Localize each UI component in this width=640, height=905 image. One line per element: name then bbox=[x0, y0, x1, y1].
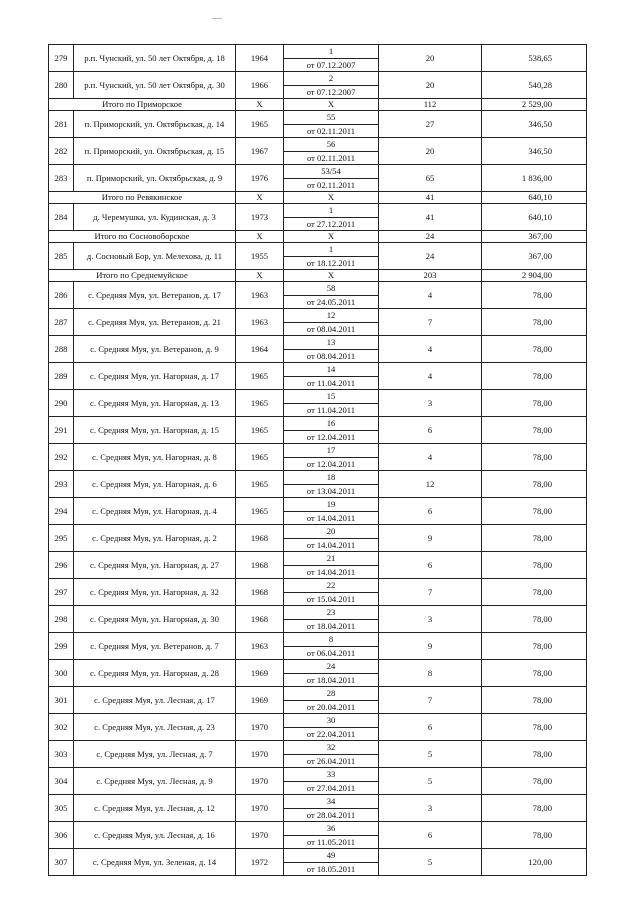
row-amount: 78,00 bbox=[482, 822, 587, 849]
row-count: 3 bbox=[379, 795, 482, 822]
document-date: от 28.04.2011 bbox=[306, 810, 356, 820]
row-number: 295 bbox=[49, 525, 74, 552]
table-row bbox=[49, 309, 587, 336]
subtotal-row bbox=[49, 231, 587, 243]
document-number: 23 bbox=[284, 606, 378, 620]
document-number: 56 bbox=[284, 138, 378, 152]
row-year: 1970 bbox=[236, 768, 284, 795]
row-document bbox=[284, 204, 379, 231]
document-number: 36 bbox=[284, 822, 378, 836]
document-date: от 02.11.2011 bbox=[306, 153, 356, 163]
table-row bbox=[49, 795, 587, 822]
row-count: 12 bbox=[379, 471, 482, 498]
row-number: 307 bbox=[49, 849, 74, 876]
row-year: 1970 bbox=[236, 795, 284, 822]
document-number: 17 bbox=[284, 444, 378, 458]
row-amount: 78,00 bbox=[482, 687, 587, 714]
row-number: 293 bbox=[49, 471, 74, 498]
subtotal-row bbox=[49, 192, 587, 204]
row-year: 1965 bbox=[236, 417, 284, 444]
row-amount: 78,00 bbox=[482, 795, 587, 822]
document-number: 22 bbox=[284, 579, 378, 593]
row-count: 3 bbox=[379, 390, 482, 417]
row-count: 4 bbox=[379, 336, 482, 363]
document-number: 24 bbox=[284, 660, 378, 674]
row-document bbox=[284, 309, 379, 336]
row-amount: 78,00 bbox=[482, 579, 587, 606]
table-body bbox=[49, 45, 587, 876]
row-count: 5 bbox=[379, 849, 482, 876]
row-number: 292 bbox=[49, 444, 74, 471]
table-row bbox=[49, 165, 587, 192]
document-date: от 06.04.2011 bbox=[306, 648, 356, 658]
row-amount: 78,00 bbox=[482, 498, 587, 525]
row-count: 4 bbox=[379, 282, 482, 309]
document-number: 1 bbox=[284, 45, 378, 59]
row-number: 305 bbox=[49, 795, 74, 822]
table-row bbox=[49, 444, 587, 471]
table-row bbox=[49, 138, 587, 165]
document-date: от 08.04.2011 bbox=[306, 324, 356, 334]
document-number: 19 bbox=[284, 498, 378, 512]
document-date: от 26.04.2011 bbox=[306, 756, 356, 766]
row-document bbox=[284, 795, 379, 822]
table-row bbox=[49, 471, 587, 498]
row-year: 1967 bbox=[236, 138, 284, 165]
row-address: с. Средняя Муя, ул. Нагорная, д. 32 bbox=[74, 579, 236, 606]
document-date: от 12.04.2011 bbox=[306, 459, 356, 469]
row-year: 1963 bbox=[236, 309, 284, 336]
subtotal-year: X bbox=[236, 192, 284, 204]
document-number: 12 bbox=[284, 309, 378, 323]
row-amount: 78,00 bbox=[482, 471, 587, 498]
row-document bbox=[284, 165, 379, 192]
document-date: от 15.04.2011 bbox=[306, 594, 356, 604]
table-row bbox=[49, 579, 587, 606]
row-document bbox=[284, 363, 379, 390]
document-date: от 24.05.2011 bbox=[306, 297, 356, 307]
document-date: от 27.12.2011 bbox=[306, 219, 356, 229]
row-document bbox=[284, 417, 379, 444]
row-count: 65 bbox=[379, 165, 482, 192]
table-row bbox=[49, 336, 587, 363]
document-number: 2 bbox=[284, 72, 378, 86]
table-row bbox=[49, 363, 587, 390]
row-number: 288 bbox=[49, 336, 74, 363]
row-year: 1968 bbox=[236, 606, 284, 633]
document-date: от 18.04.2011 bbox=[306, 675, 356, 685]
row-document bbox=[284, 822, 379, 849]
document-number: 21 bbox=[284, 552, 378, 566]
row-address: п. Приморский, ул. Октябрьская, д. 15 bbox=[74, 138, 236, 165]
subtotal-count: 41 bbox=[379, 192, 482, 204]
subtotal-label: Итого по Среднемуйское bbox=[49, 270, 236, 282]
table-row bbox=[49, 687, 587, 714]
document-date: от 20.04.2011 bbox=[306, 702, 356, 712]
row-count: 4 bbox=[379, 444, 482, 471]
row-number: 290 bbox=[49, 390, 74, 417]
row-year: 1965 bbox=[236, 111, 284, 138]
row-count: 8 bbox=[379, 660, 482, 687]
row-amount: 640,10 bbox=[482, 204, 587, 231]
row-amount: 346,50 bbox=[482, 111, 587, 138]
document-date: от 22.04.2011 bbox=[306, 729, 356, 739]
row-number: 306 bbox=[49, 822, 74, 849]
subtotal-count: 24 bbox=[379, 231, 482, 243]
row-document bbox=[284, 444, 379, 471]
scan-speck bbox=[212, 18, 222, 19]
row-document bbox=[284, 552, 379, 579]
row-document bbox=[284, 498, 379, 525]
row-count: 6 bbox=[379, 498, 482, 525]
table-row bbox=[49, 390, 587, 417]
subtotal-amount: 640,10 bbox=[482, 192, 587, 204]
document-date: от 18.12.2011 bbox=[306, 258, 356, 268]
row-count: 20 bbox=[379, 72, 482, 99]
row-address: с. Средняя Муя, ул. Нагорная, д. 15 bbox=[74, 417, 236, 444]
row-address: с. Средняя Муя, ул. Нагорная, д. 6 bbox=[74, 471, 236, 498]
row-address: с. Средняя Муя, ул. Ветеранов, д. 17 bbox=[74, 282, 236, 309]
row-amount: 78,00 bbox=[482, 363, 587, 390]
row-document bbox=[284, 687, 379, 714]
table-row bbox=[49, 552, 587, 579]
row-document bbox=[284, 138, 379, 165]
row-number: 299 bbox=[49, 633, 74, 660]
subtotal-doc: X bbox=[284, 192, 379, 204]
row-document bbox=[284, 525, 379, 552]
row-number: 282 bbox=[49, 138, 74, 165]
subtotal-amount: 2 529,00 bbox=[482, 99, 587, 111]
row-year: 1968 bbox=[236, 579, 284, 606]
subtotal-amount: 2 904,00 bbox=[482, 270, 587, 282]
row-year: 1976 bbox=[236, 165, 284, 192]
table-row bbox=[49, 243, 587, 270]
row-amount: 78,00 bbox=[482, 525, 587, 552]
table-row bbox=[49, 204, 587, 231]
row-number: 279 bbox=[49, 45, 74, 72]
document-date: от 14.04.2011 bbox=[306, 513, 356, 523]
row-number: 289 bbox=[49, 363, 74, 390]
row-amount: 346,50 bbox=[482, 138, 587, 165]
row-amount: 78,00 bbox=[482, 417, 587, 444]
row-year: 1965 bbox=[236, 390, 284, 417]
subtotal-doc: X bbox=[284, 99, 379, 111]
row-amount: 78,00 bbox=[482, 633, 587, 660]
row-document bbox=[284, 660, 379, 687]
row-year: 1972 bbox=[236, 849, 284, 876]
document-number: 18 bbox=[284, 471, 378, 485]
document-number: 16 bbox=[284, 417, 378, 431]
row-address: с. Средняя Муя, ул. Нагорная, д. 30 bbox=[74, 606, 236, 633]
row-number: 300 bbox=[49, 660, 74, 687]
row-address: с. Средняя Муя, ул. Лесная, д. 16 bbox=[74, 822, 236, 849]
row-document bbox=[284, 633, 379, 660]
document-date: от 11.04.2011 bbox=[306, 405, 356, 415]
row-number: 284 bbox=[49, 204, 74, 231]
row-year: 1964 bbox=[236, 45, 284, 72]
row-address: с. Средняя Муя, ул. Ветеранов, д. 7 bbox=[74, 633, 236, 660]
document-number: 1 bbox=[284, 243, 378, 257]
row-document bbox=[284, 336, 379, 363]
row-amount: 78,00 bbox=[482, 714, 587, 741]
row-number: 301 bbox=[49, 687, 74, 714]
row-number: 280 bbox=[49, 72, 74, 99]
row-amount: 538,65 bbox=[482, 45, 587, 72]
row-address: с. Средняя Муя, ул. Ветеранов, д. 21 bbox=[74, 309, 236, 336]
document-number: 20 bbox=[284, 525, 378, 539]
row-year: 1965 bbox=[236, 444, 284, 471]
row-address: с. Средняя Муя, ул. Лесная, д. 9 bbox=[74, 768, 236, 795]
row-address: с. Средняя Муя, ул. Нагорная, д. 4 bbox=[74, 498, 236, 525]
row-number: 298 bbox=[49, 606, 74, 633]
row-amount: 78,00 bbox=[482, 741, 587, 768]
row-count: 6 bbox=[379, 714, 482, 741]
row-amount: 1 836,00 bbox=[482, 165, 587, 192]
row-amount: 78,00 bbox=[482, 660, 587, 687]
row-count: 3 bbox=[379, 606, 482, 633]
row-year: 1970 bbox=[236, 714, 284, 741]
row-address: п. Приморский, ул. Октябрьская, д. 14 bbox=[74, 111, 236, 138]
row-year: 1965 bbox=[236, 363, 284, 390]
row-document bbox=[284, 72, 379, 99]
row-count: 6 bbox=[379, 417, 482, 444]
row-number: 283 bbox=[49, 165, 74, 192]
row-address: с. Средняя Муя, ул. Нагорная, д. 28 bbox=[74, 660, 236, 687]
document-date: от 14.04.2011 bbox=[306, 567, 356, 577]
table-row bbox=[49, 111, 587, 138]
row-document bbox=[284, 111, 379, 138]
document-date: от 18.04.2011 bbox=[306, 621, 356, 631]
row-number: 286 bbox=[49, 282, 74, 309]
table-row bbox=[49, 606, 587, 633]
document-number: 13 bbox=[284, 336, 378, 350]
document-number: 33 bbox=[284, 768, 378, 782]
document-number: 15 bbox=[284, 390, 378, 404]
housing-registry-table bbox=[48, 44, 587, 876]
row-document bbox=[284, 45, 379, 72]
row-number: 302 bbox=[49, 714, 74, 741]
document-number: 49 bbox=[284, 849, 378, 863]
document-number: 14 bbox=[284, 363, 378, 377]
row-count: 6 bbox=[379, 552, 482, 579]
row-amount: 78,00 bbox=[482, 606, 587, 633]
row-number: 303 bbox=[49, 741, 74, 768]
row-address: с. Средняя Муя, ул. Лесная, д. 7 bbox=[74, 741, 236, 768]
subtotal-count: 203 bbox=[379, 270, 482, 282]
table-row bbox=[49, 822, 587, 849]
row-document bbox=[284, 741, 379, 768]
row-amount: 78,00 bbox=[482, 768, 587, 795]
row-count: 7 bbox=[379, 309, 482, 336]
row-document bbox=[284, 471, 379, 498]
row-count: 6 bbox=[379, 822, 482, 849]
row-amount: 540,28 bbox=[482, 72, 587, 99]
document-number: 53/54 bbox=[284, 165, 378, 179]
row-count: 7 bbox=[379, 687, 482, 714]
row-address: д. Сосновый Бор, ул. Мелехова, д. 11 bbox=[74, 243, 236, 270]
table-row bbox=[49, 417, 587, 444]
row-amount: 120,00 bbox=[482, 849, 587, 876]
subtotal-doc: X bbox=[284, 270, 379, 282]
row-number: 294 bbox=[49, 498, 74, 525]
row-document bbox=[284, 579, 379, 606]
row-year: 1970 bbox=[236, 741, 284, 768]
row-number: 296 bbox=[49, 552, 74, 579]
table-row bbox=[49, 741, 587, 768]
row-address: д. Черемушка, ул. Кудинская, д. 3 bbox=[74, 204, 236, 231]
document-date: от 02.11.2011 bbox=[306, 126, 356, 136]
row-document bbox=[284, 606, 379, 633]
row-address: с. Средняя Муя, ул. Нагорная, д. 2 bbox=[74, 525, 236, 552]
document-number: 32 bbox=[284, 741, 378, 755]
table-row bbox=[49, 525, 587, 552]
row-year: 1969 bbox=[236, 687, 284, 714]
row-document bbox=[284, 390, 379, 417]
row-address: с. Средняя Муя, ул. Зеленая, д. 14 bbox=[74, 849, 236, 876]
row-count: 20 bbox=[379, 138, 482, 165]
row-count: 24 bbox=[379, 243, 482, 270]
document-number: 28 bbox=[284, 687, 378, 701]
row-document bbox=[284, 849, 379, 876]
document-date: от 14.04.2011 bbox=[306, 540, 356, 550]
table-row bbox=[49, 633, 587, 660]
subtotal-label: Итого по Ревякинское bbox=[49, 192, 236, 204]
document-number: 30 bbox=[284, 714, 378, 728]
row-count: 5 bbox=[379, 768, 482, 795]
subtotal-year: X bbox=[236, 231, 284, 243]
row-year: 1963 bbox=[236, 633, 284, 660]
subtotal-row bbox=[49, 99, 587, 111]
row-number: 287 bbox=[49, 309, 74, 336]
row-document bbox=[284, 282, 379, 309]
row-document bbox=[284, 768, 379, 795]
row-year: 1970 bbox=[236, 822, 284, 849]
document-date: от 08.04.2011 bbox=[306, 351, 356, 361]
row-year: 1968 bbox=[236, 525, 284, 552]
table-row bbox=[49, 849, 587, 876]
subtotal-label: Итого по Приморское bbox=[49, 99, 236, 111]
row-address: с. Средняя Муя, ул. Нагорная, д. 8 bbox=[74, 444, 236, 471]
row-amount: 78,00 bbox=[482, 552, 587, 579]
document-date: от 13.04.2011 bbox=[306, 486, 356, 496]
row-document bbox=[284, 243, 379, 270]
subtotal-amount: 367,00 bbox=[482, 231, 587, 243]
row-year: 1973 bbox=[236, 204, 284, 231]
document-date: от 11.04.2011 bbox=[306, 378, 356, 388]
document-date: от 12.04.2011 bbox=[306, 432, 356, 442]
row-number: 285 bbox=[49, 243, 74, 270]
row-count: 5 bbox=[379, 741, 482, 768]
row-amount: 78,00 bbox=[482, 309, 587, 336]
row-address: с. Средняя Муя, ул. Лесная, д. 12 bbox=[74, 795, 236, 822]
subtotal-label: Итого по Сосновоборское bbox=[49, 231, 236, 243]
row-year: 1969 bbox=[236, 660, 284, 687]
row-year: 1968 bbox=[236, 552, 284, 579]
row-address: р.п. Чунский, ул. 50 лет Октября, д. 30 bbox=[74, 72, 236, 99]
row-amount: 78,00 bbox=[482, 336, 587, 363]
row-number: 304 bbox=[49, 768, 74, 795]
row-year: 1965 bbox=[236, 471, 284, 498]
row-amount: 78,00 bbox=[482, 444, 587, 471]
row-number: 291 bbox=[49, 417, 74, 444]
document-date: от 18.05.2011 bbox=[306, 864, 356, 874]
subtotal-year: X bbox=[236, 99, 284, 111]
row-address: с. Средняя Муя, ул. Лесная, д. 23 bbox=[74, 714, 236, 741]
row-year: 1964 bbox=[236, 336, 284, 363]
document-date: от 27.04.2011 bbox=[306, 783, 356, 793]
document-number: 1 bbox=[284, 204, 378, 218]
document-number: 55 bbox=[284, 111, 378, 125]
row-count: 9 bbox=[379, 633, 482, 660]
row-count: 41 bbox=[379, 204, 482, 231]
document-date: от 02.11.2011 bbox=[306, 180, 356, 190]
row-year: 1955 bbox=[236, 243, 284, 270]
table-row bbox=[49, 660, 587, 687]
row-number: 281 bbox=[49, 111, 74, 138]
row-amount: 78,00 bbox=[482, 282, 587, 309]
subtotal-doc: X bbox=[284, 231, 379, 243]
table-row bbox=[49, 72, 587, 99]
row-count: 9 bbox=[379, 525, 482, 552]
row-address: с. Средняя Муя, ул. Нагорная, д. 17 bbox=[74, 363, 236, 390]
document-date: от 07.12.2007 bbox=[306, 60, 356, 70]
row-address: с. Средняя Муя, ул. Нагорная, д. 13 bbox=[74, 390, 236, 417]
document-number: 58 bbox=[284, 282, 378, 296]
row-address: с. Средняя Муя, ул. Ветеранов, д. 9 bbox=[74, 336, 236, 363]
table-row bbox=[49, 768, 587, 795]
row-year: 1966 bbox=[236, 72, 284, 99]
row-number: 297 bbox=[49, 579, 74, 606]
table-row bbox=[49, 714, 587, 741]
document-date: от 07.12.2007 bbox=[306, 87, 356, 97]
row-year: 1963 bbox=[236, 282, 284, 309]
row-count: 4 bbox=[379, 363, 482, 390]
table-row bbox=[49, 498, 587, 525]
row-count: 27 bbox=[379, 111, 482, 138]
table-row bbox=[49, 45, 587, 72]
row-count: 20 bbox=[379, 45, 482, 72]
document-date: от 11.05.2011 bbox=[306, 837, 356, 847]
row-document bbox=[284, 714, 379, 741]
document-number: 8 bbox=[284, 633, 378, 647]
row-address: с. Средняя Муя, ул. Нагорная, д. 27 bbox=[74, 552, 236, 579]
row-amount: 367,00 bbox=[482, 243, 587, 270]
document-number: 34 bbox=[284, 795, 378, 809]
row-amount: 78,00 bbox=[482, 390, 587, 417]
row-year: 1965 bbox=[236, 498, 284, 525]
subtotal-row bbox=[49, 270, 587, 282]
row-address: п. Приморский, ул. Октябрьская, д. 9 bbox=[74, 165, 236, 192]
subtotal-count: 112 bbox=[379, 99, 482, 111]
table-row bbox=[49, 282, 587, 309]
subtotal-year: X bbox=[236, 270, 284, 282]
row-address: р.п. Чунский, ул. 50 лет Октября, д. 18 bbox=[74, 45, 236, 72]
row-count: 7 bbox=[379, 579, 482, 606]
row-address: с. Средняя Муя, ул. Лесная, д. 17 bbox=[74, 687, 236, 714]
